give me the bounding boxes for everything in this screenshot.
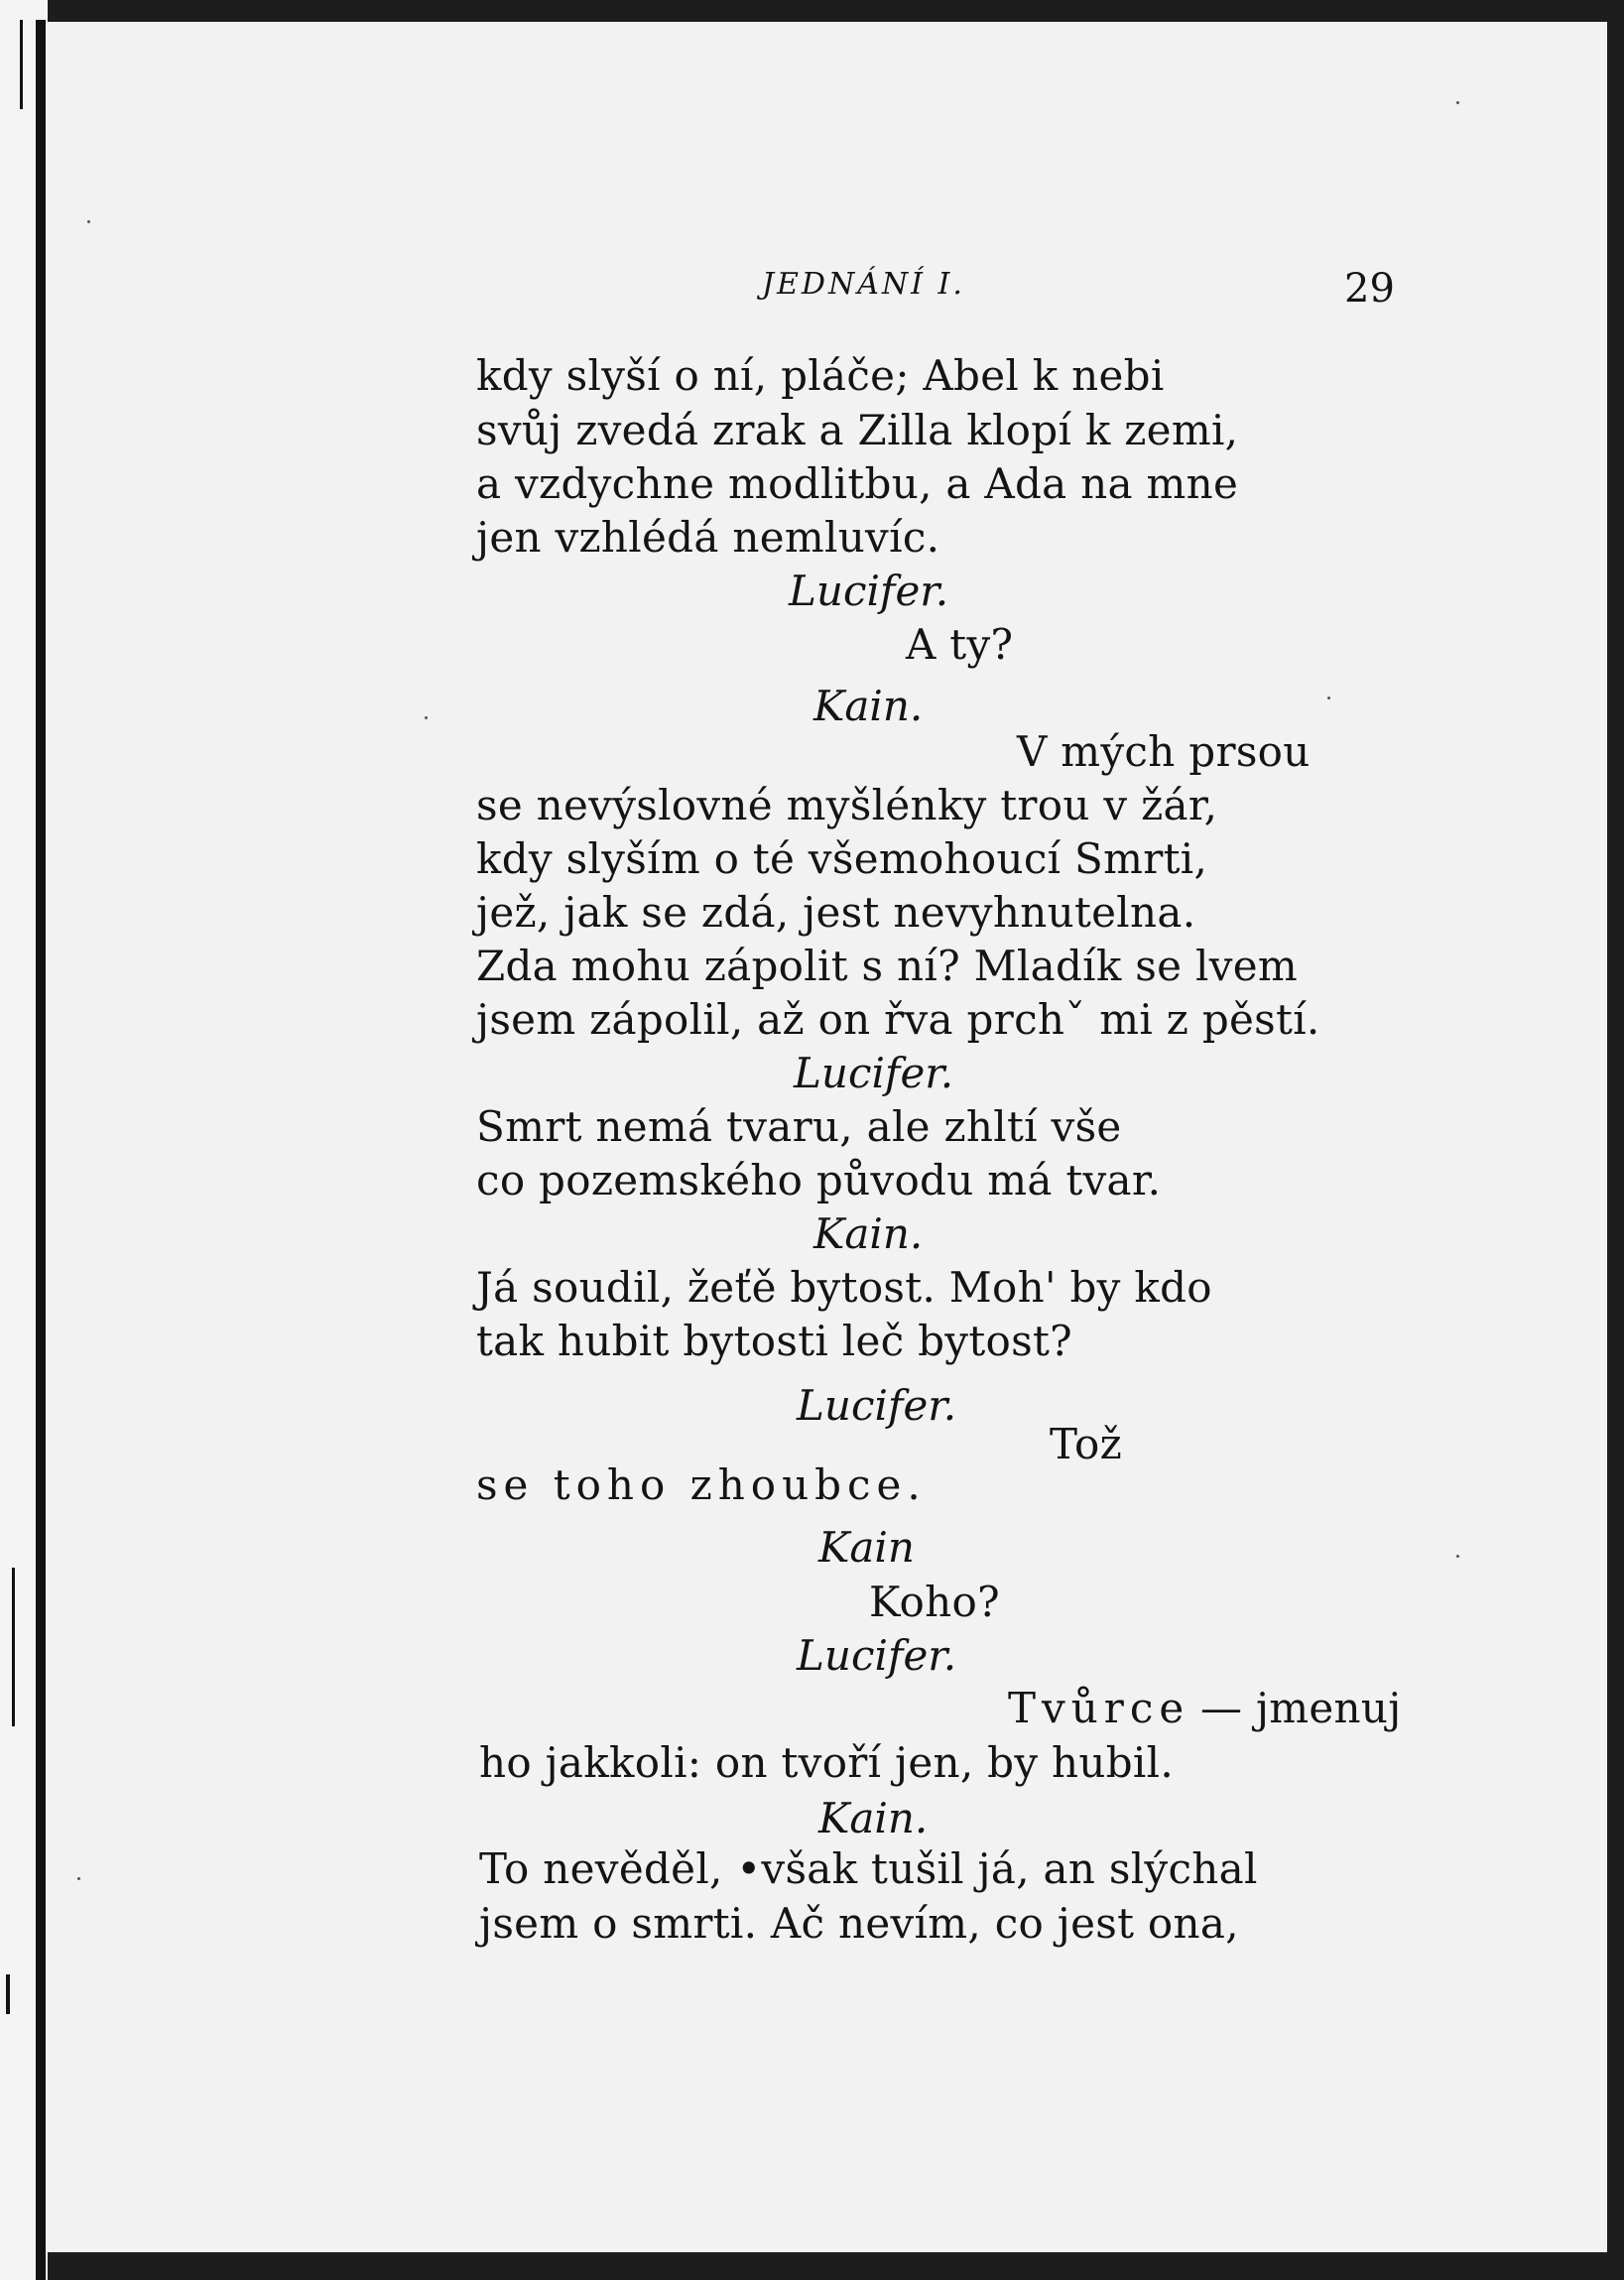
spine-edge <box>20 20 23 109</box>
verse-line: ho jakkoli: on tvoří jen, by hubil. <box>479 1738 1175 1787</box>
paper-speck <box>425 716 428 719</box>
verse-line: Smrt nemá tvaru, ale zhltí vše <box>476 1102 1122 1151</box>
paper-speck <box>77 1877 80 1880</box>
speaker-name: Kain <box>818 1523 915 1572</box>
speaker-name: Lucifer. <box>797 1381 957 1430</box>
paper-speck <box>87 220 90 223</box>
verse-line: Koho? <box>869 1578 1000 1626</box>
verse-line: co pozemského původu má tvar. <box>476 1156 1162 1204</box>
verse-line: a vzdychne modlitbu, a Ada na mne <box>476 459 1239 508</box>
verse-line: V mých prsou <box>1017 727 1311 776</box>
verse-line: — jmenuj <box>1200 1684 1402 1732</box>
verse-line: se toho zhoubce. <box>476 1460 927 1509</box>
verse-line: A ty? <box>906 620 1014 669</box>
verse-line: svůj zvedá zrak a Zilla klopí k zemi, <box>476 406 1239 454</box>
verse-line: jen vzhlédá nemluvíc. <box>476 513 940 562</box>
verse-line: tak hubit bytosti leč bytost? <box>476 1317 1072 1365</box>
speaker-name: Lucifer. <box>794 1049 954 1097</box>
spine-edge <box>6 1974 10 2014</box>
page-number: 29 <box>1344 266 1395 312</box>
verse-line: jsem zápolil, až on řva prchˇ mi z pěstí. <box>476 995 1320 1044</box>
speaker-name: Kain. <box>813 1209 924 1258</box>
verse-line: Já soudil, žeťě bytost. Moh' by kdo <box>476 1263 1212 1312</box>
book-spine <box>0 0 48 2280</box>
speaker-name: Kain. <box>818 1794 929 1842</box>
speaker-name: Kain. <box>813 682 924 730</box>
verse-line: kdy slyší o ní, pláče; Abel k nebi <box>476 351 1165 400</box>
verse-line: Tož <box>1050 1420 1123 1468</box>
paper-speck <box>1456 1555 1459 1558</box>
verse-line: jsem o smrti. Ač nevím, co jest ona, <box>479 1899 1239 1948</box>
running-title: JEDNÁNÍ I. <box>762 267 965 302</box>
speaker-name: Lucifer. <box>797 1631 957 1680</box>
verse-line: jež, jak se zdá, jest nevyhnutelna. <box>476 888 1196 937</box>
verse-line: se nevýslovné myšlénky trou v žár, <box>476 781 1218 829</box>
speaker-name: Lucifer. <box>789 567 949 615</box>
spine-edge <box>36 20 46 2280</box>
verse-line: Zda mohu zápolit s ní? Mladík se lvem <box>476 942 1299 990</box>
verse-line: kdy slyším o té všemohoucí Smrti, <box>476 834 1208 883</box>
verse-line: Tvůrce <box>1008 1684 1190 1732</box>
paper-speck <box>1456 101 1459 104</box>
paper-speck <box>1327 697 1330 699</box>
verse-line: To nevěděl, •však tušil já, an slýchal <box>479 1844 1258 1893</box>
spine-edge <box>12 1568 15 1726</box>
